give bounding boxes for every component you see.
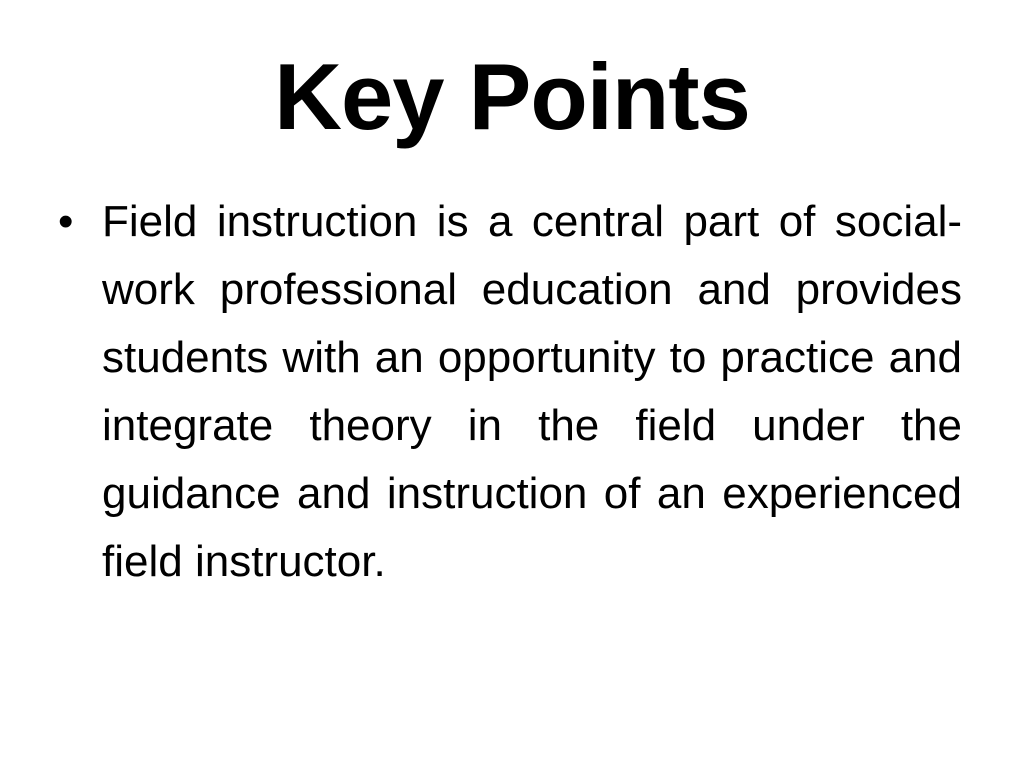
bullet-item (58, 188, 962, 596)
bullet-list (58, 188, 962, 596)
bullet-dot-icon: • (58, 197, 74, 246)
slide-title: Key Points (274, 44, 750, 149)
bullet-text: Field instruction is a central part of social-work professional education and provides students with an opportunity to practice and integrate theory in the field under the guidance and instruction of an experienced field instructor. (102, 197, 962, 586)
